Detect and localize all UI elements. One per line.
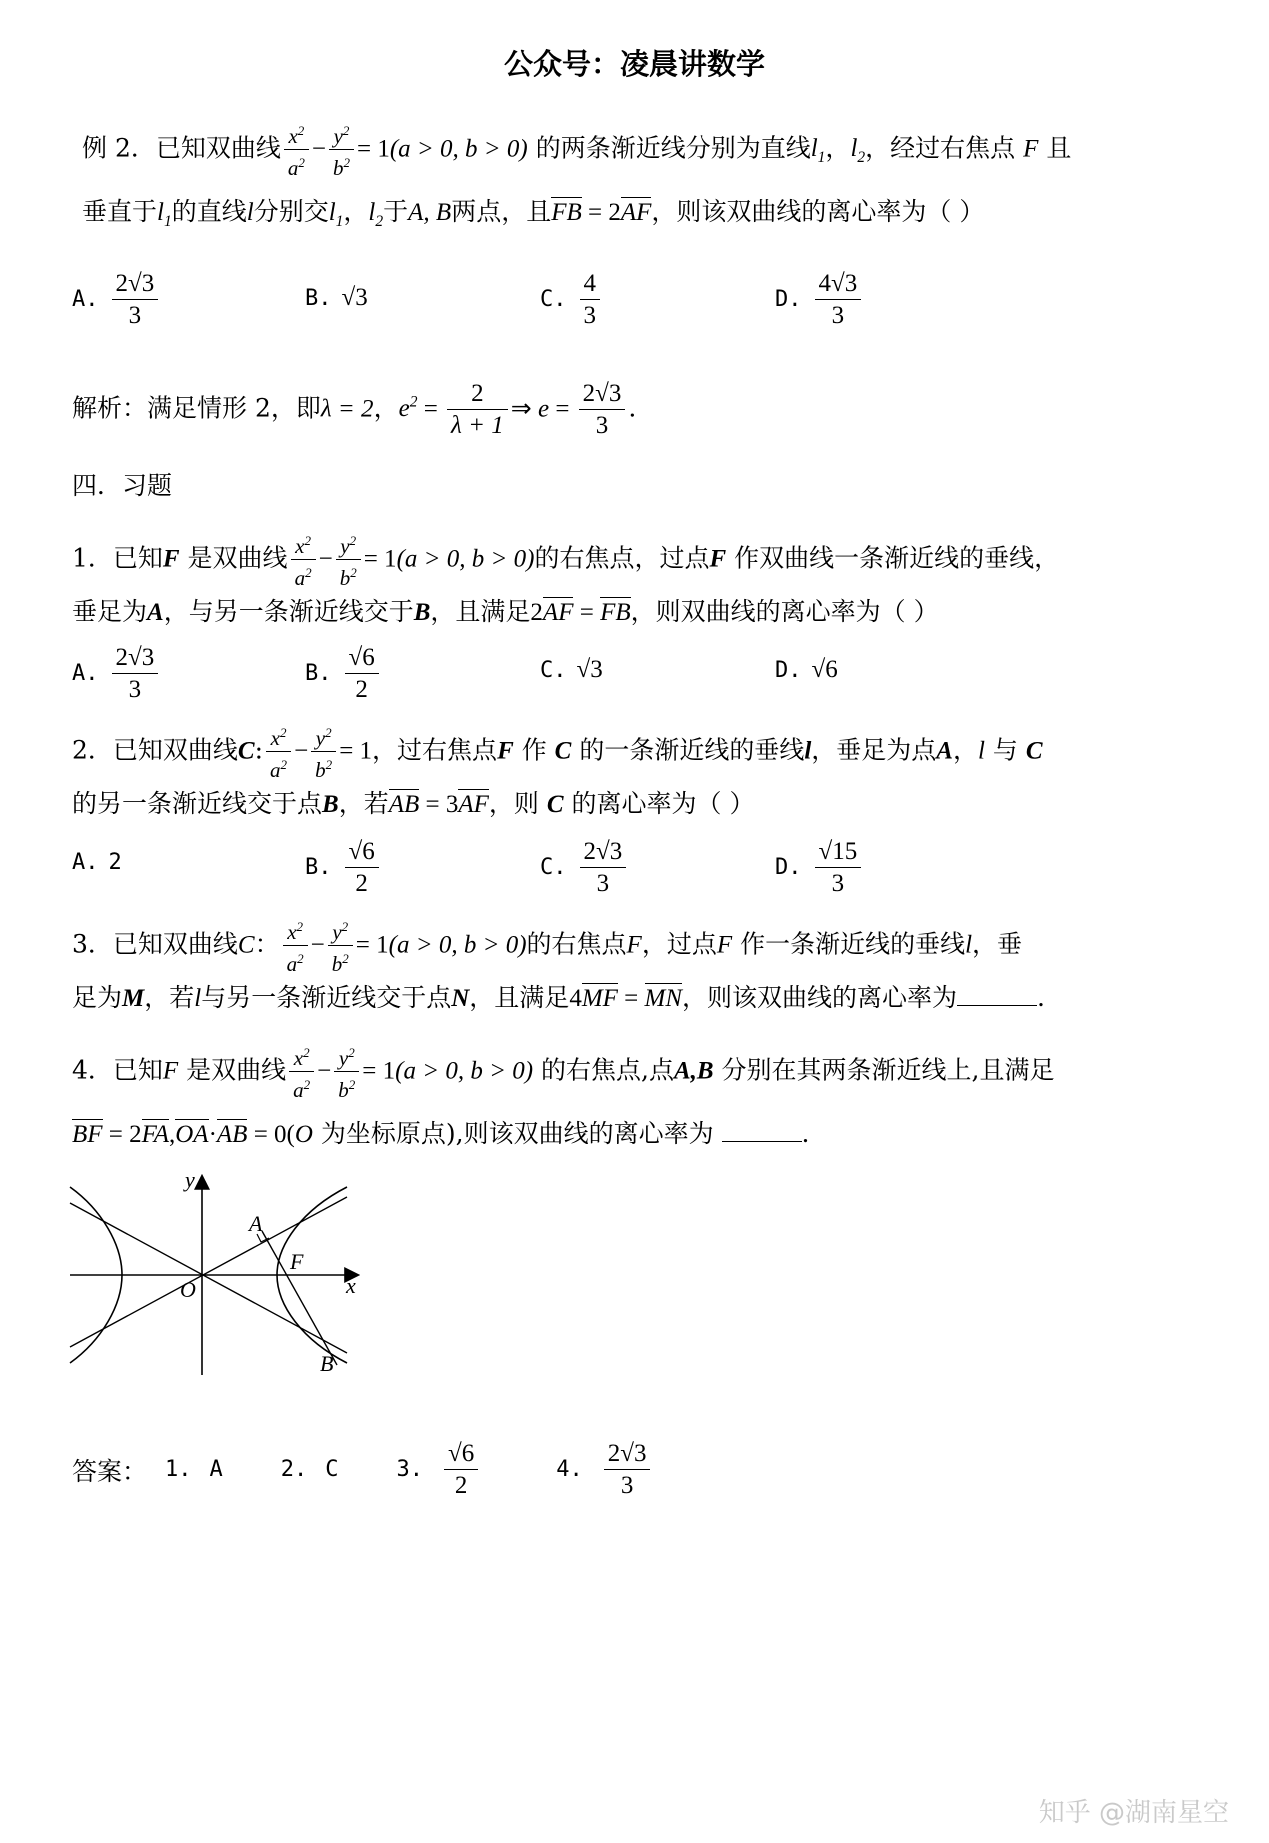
option-label: B. [305, 661, 332, 687]
q2-line2: 的另一条渐近线交于点B，若AB = 3AF，则 C 的离心率为（ ） [72, 789, 755, 818]
option-label: C. [540, 287, 567, 313]
answer-blank [722, 1119, 802, 1142]
q2-option-c [540, 836, 629, 900]
example2-text: 的两条渐近线分别为直线 [535, 133, 811, 163]
answer-fraction [444, 1438, 478, 1502]
option-fraction [345, 642, 379, 706]
fraction-denominator: 2 [454, 1472, 468, 1500]
section-title: 四．习题 [72, 471, 173, 500]
answer-fraction [604, 1438, 651, 1502]
q2-line1: 2．已知双曲线C: $\frac{x^2}{a^2}$ − $\frac{y^2}{b^2}$ = 1，过右焦点F 作 C 的一条渐近线的垂线l，垂足为点A，l 与 C [72, 720, 1043, 784]
fraction-numerator: 4 [580, 268, 601, 300]
q3-text: 3．已知双曲线 [72, 929, 238, 959]
answer-blank [957, 983, 1037, 1006]
q1-line1: 1．已知F 是双曲线 $\frac{x^2}{a^2}$ − $\frac{y^2}{b^2}$ = 1(a > 0, b > 0)的右焦点，过点F 作双曲线一条渐近线的垂线， [72, 528, 1059, 592]
example2-text: 且 [1046, 133, 1072, 163]
label-f: F [290, 1249, 304, 1274]
option-label: D. [775, 287, 802, 313]
fraction-numerator: √6 [345, 642, 379, 674]
watermark: 知乎 @湖南星空 [1038, 1798, 1229, 1828]
q3-line1: 3．已知双曲线C： $\frac{x^2}{a^2}$ − $\frac{y^2}{b^2}$ = 1(a > 0, b > 0)的右焦点F，过点F 作一条渐近线的垂线l，垂 [72, 914, 1022, 978]
option-value: 2 [108, 850, 122, 875]
q1-text: 1．已知 [72, 543, 163, 573]
analysis-lambda: λ = 2 [320, 395, 374, 423]
label-a: A [249, 1211, 263, 1236]
fraction-denominator: 3 [831, 302, 845, 330]
fraction-denominator: 3 [128, 302, 142, 330]
q1-text: 垂足为 [72, 597, 148, 626]
example2-option-d [775, 268, 864, 332]
q3-text: ，垂 [972, 929, 1023, 959]
option-fraction [112, 268, 159, 332]
fraction-numerator: 4√3 [815, 268, 862, 300]
fraction-denominator: 3 [620, 1472, 634, 1500]
q1-text: 作双曲线一条渐近线的垂线， [734, 543, 1060, 573]
q3-text: ，过点 [641, 929, 717, 959]
hyperbola-x-term: $\frac{x^2}{a^2}$ [283, 914, 308, 978]
fraction-denominator: 2 [355, 870, 368, 898]
fraction-numerator: √6 [345, 836, 379, 868]
analysis-result [579, 378, 626, 442]
q2-text: ， [952, 735, 978, 765]
q1-text: ，且满足 [430, 597, 531, 626]
q2-text: ，垂足为点 [811, 735, 937, 765]
q1-option-c [540, 656, 603, 684]
option-value: √3 [576, 656, 603, 683]
fraction-numerator: 2 [447, 378, 508, 410]
example2-text: 分别交 [253, 197, 329, 226]
example2-prefix: 例 2．已知双曲线 [82, 133, 281, 163]
q1-option-b [305, 642, 382, 706]
q1-text: ，与另一条渐近线交于 [163, 597, 414, 626]
fraction-numerator: 2√3 [604, 1438, 651, 1470]
label-b: B [320, 1351, 334, 1376]
option-label: A. [72, 661, 99, 687]
fraction-denominator: λ + 1 [451, 412, 504, 440]
q4-text: . [801, 1119, 810, 1148]
q4-line2: BF = 2FA,OA·AB = 0(O 为坐标原点),则该双曲线的离心率为 . [72, 1119, 810, 1148]
q3-text: . [1037, 983, 1045, 1012]
example2-text: ，则该双曲线的离心率为（ ） [651, 197, 985, 226]
fraction-denominator: 3 [595, 412, 609, 440]
answer-label: 2. [280, 1457, 308, 1483]
hyperbola-y-term: $\frac{y^2}{b^2}$ [329, 118, 354, 182]
q2-text: 的离心率为（ ） [571, 789, 755, 818]
fraction-denominator: 3 [831, 870, 845, 898]
asymptote-positive [70, 1197, 347, 1347]
answer-value: A [209, 1457, 223, 1483]
hyperbola-x-term: $\frac{x^2}{a^2}$ [291, 528, 316, 592]
q3-text: ，且满足 [469, 983, 570, 1012]
q1-line2: 垂足为A，与另一条渐近线交于B，且满足2AF = FB，则双曲线的离心率为（ ） [72, 597, 939, 626]
example2-text: 的直线 [171, 197, 247, 226]
fraction-numerator: 2√3 [112, 268, 159, 300]
q3-line2: 足为M，若l与另一条渐近线交于点N，且满足4MF = MN，则该双曲线的离心率为 . [72, 983, 1045, 1012]
q3-text: 作一条渐近线的垂线 [740, 929, 966, 959]
option-label: C. [540, 855, 567, 881]
fraction-denominator: 2 [355, 676, 368, 704]
q2-option-a [72, 850, 122, 875]
option-fraction [112, 642, 159, 706]
hyperbola-x-term: $\frac{x^2}{a^2}$ [266, 720, 291, 784]
option-fraction [580, 836, 627, 900]
q2-text: ，若 [338, 789, 389, 818]
q3-text: ，则该双曲线的离心率为 [682, 983, 958, 1012]
answer-value: C [325, 1457, 339, 1483]
example2-condition: (a > 0, b > 0) [389, 135, 528, 163]
hyperbola-figure [62, 1165, 372, 1380]
q2-text: ，过右焦点 [372, 735, 498, 765]
label-o: O [180, 1277, 196, 1302]
answers-prefix: 答案： [72, 1456, 148, 1486]
q4-text: 是双曲线 [186, 1055, 287, 1085]
fraction-denominator: 3 [128, 676, 142, 704]
fraction-numerator: 2√3 [580, 836, 627, 868]
answers-row [72, 1438, 653, 1502]
hyperbola-y-term: $\frac{y^2}{b^2}$ [334, 1040, 359, 1104]
fraction-numerator: 2√3 [579, 378, 626, 410]
option-label: A. [72, 850, 99, 875]
option-value: √3 [341, 284, 368, 311]
example2-option-c [540, 268, 603, 332]
q4-line1: 4．已知F 是双曲线 $\frac{x^2}{a^2}$ − $\frac{y^2}{b^2}$ = 1(a > 0, b > 0) 的右焦点,点A,B 分别在其两条渐近线上,且满足 [72, 1040, 1054, 1104]
option-label: D. [775, 855, 802, 881]
answer-label: 3. [396, 1457, 424, 1483]
q3-text: 足为 [72, 983, 123, 1012]
answer-label: 4. [556, 1457, 583, 1483]
example2-line2: 垂直于$l_1$的直线l分别交$l_1$，$l_2$于A, B两点，且FB = 2AF，则该双曲线的离心率为（ ） [82, 197, 985, 230]
q2-text: 作 [521, 735, 547, 765]
option-fraction [345, 836, 379, 900]
option-label: A. [72, 287, 99, 313]
q2-text: 的一条渐近线的垂线 [579, 735, 805, 765]
answer-label: 1. [165, 1457, 192, 1483]
label-y: y [185, 1167, 195, 1192]
fraction-denominator: 3 [583, 302, 596, 330]
option-value: √6 [811, 656, 838, 683]
q3-condition: (a > 0, b > 0) [388, 931, 527, 959]
example2-text: 两点，且 [451, 197, 552, 226]
fraction-numerator: √6 [444, 1438, 478, 1470]
asymptote-negative [70, 1203, 347, 1353]
example2-text: 垂直于 [82, 197, 158, 226]
option-label: B. [305, 285, 332, 311]
hyperbola-x-term: $\frac{x^2}{a^2}$ [284, 118, 309, 182]
fraction-numerator: √15 [815, 836, 862, 868]
analysis-line: 解析：满足情形 2，即λ = 2，$e^2$ = $\frac{2}{\lambda + 1}$ ⇒ e = $\frac{2√3}{3}$ . [72, 378, 636, 442]
example2-text: ，经过右焦点 [865, 133, 1016, 163]
option-label: C. [540, 657, 567, 683]
q3-text: ，若 [144, 983, 195, 1012]
q1-text: ，则双曲线的离心率为（ ） [630, 597, 939, 626]
analysis-fraction [447, 378, 508, 442]
example2-line1: 例 2．已知双曲线 $\frac{x^2}{a^2}$ − $\frac{y^2}{b^2}$ = 1(a > 0, b > 0) 的两条渐近线分别为直线$l_1$，$l_2$，经过右焦点 F 且 [82, 118, 1071, 182]
q4-condition: (a > 0, b > 0) [395, 1057, 534, 1085]
q2-text: ，则 [488, 789, 539, 818]
q4-text: 分别在其两条渐近线上,且满足 [721, 1055, 1055, 1085]
fraction-numerator: 2√3 [112, 642, 159, 674]
q2-text: 的另一条渐近线交于点 [72, 789, 323, 818]
option-fraction [815, 836, 862, 900]
hyperbola-x-term: $\frac{x^2}{a^2}$ [289, 1040, 314, 1104]
q1-text: 的右焦点，过点 [534, 543, 710, 573]
q2-option-d [775, 836, 864, 900]
analysis-prefix: 解析：满足情形 2，即 [72, 393, 321, 423]
option-label: D. [775, 657, 802, 683]
q1-text: 是双曲线 [187, 543, 288, 573]
hyperbola-y-term: $\frac{y^2}{b^2}$ [328, 914, 353, 978]
q4-text: 的右焦点,点 [541, 1055, 674, 1085]
option-fraction [580, 268, 601, 332]
q4-text: 4．已知 [72, 1055, 163, 1085]
example2-text: 于 [383, 197, 409, 226]
q1-option-a [72, 642, 161, 706]
hyperbola-y-term: $\frac{y^2}{b^2}$ [311, 720, 336, 784]
q1-condition: (a > 0, b > 0) [396, 545, 535, 573]
hyperbola-y-term: $\frac{y^2}{b^2}$ [336, 528, 361, 592]
q2-text: 2．已知双曲线 [72, 735, 238, 765]
fraction-denominator: 3 [596, 870, 610, 898]
page-title: 公众号：凌晨讲数学 [503, 47, 765, 81]
q4-text: 为坐标原点),则该双曲线的离心率为 [320, 1119, 714, 1148]
q2-text: 与 [992, 735, 1018, 765]
q2-option-b [305, 836, 382, 900]
label-x: x [346, 1273, 356, 1298]
example2-option-a [72, 268, 161, 332]
example2-option-b [305, 284, 368, 312]
option-label: B. [305, 855, 332, 881]
q3-text: 的右焦点 [526, 929, 627, 959]
q1-option-d [775, 656, 838, 684]
q3-text: 与另一条渐近线交于点 [201, 983, 452, 1012]
option-fraction [815, 268, 862, 332]
